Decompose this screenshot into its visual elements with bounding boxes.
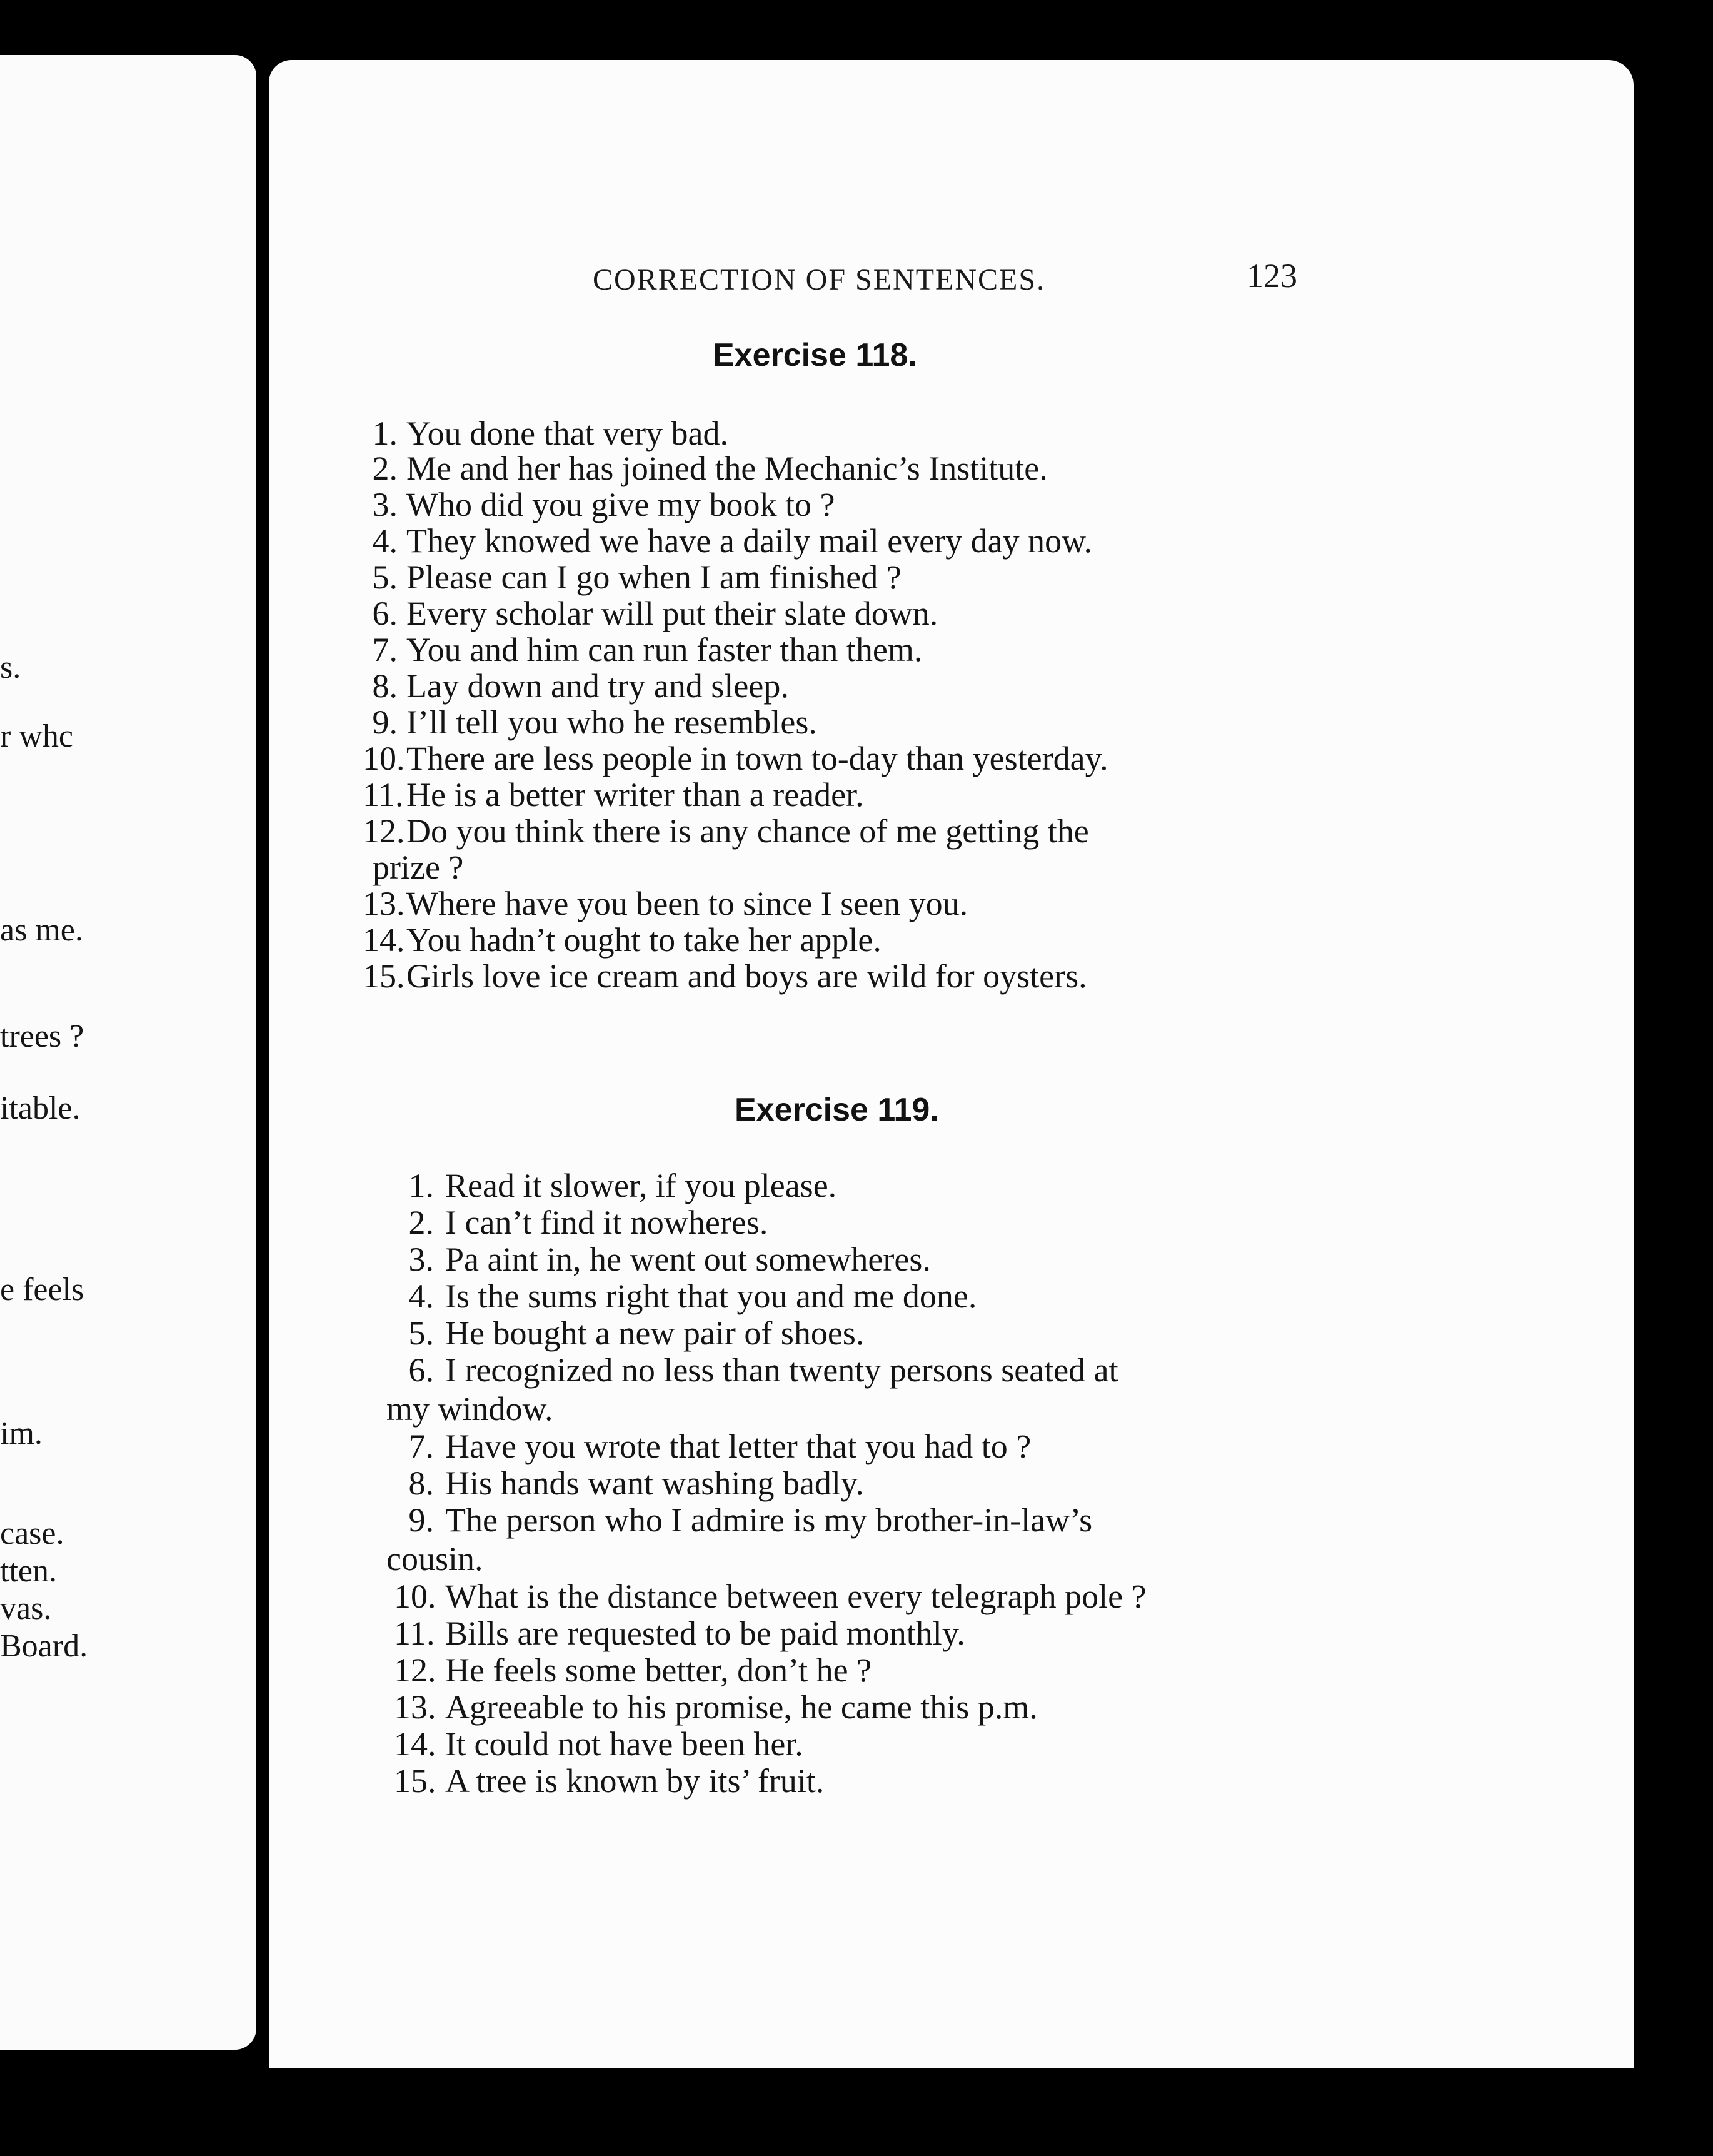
list-item: 6. Every scholar will put their slate down. [372, 595, 938, 632]
list-item: 1. Read it slower, if you please. [408, 1167, 837, 1204]
page-number: 123 [1247, 257, 1297, 295]
list-item: 2. I can’t find it nowheres. [408, 1204, 768, 1241]
facing-page-fragment: im. [0, 1416, 43, 1451]
facing-page-fragment: r whc [0, 718, 73, 754]
list-item: 2. Me and her has joined the Mechanic’s Institute. [372, 450, 1048, 487]
list-item: 3. Who did you give my book to ? [372, 486, 835, 523]
list-item: 1. You done that very bad. [372, 415, 728, 452]
list-item: 14.You hadn’t ought to take her apple. [363, 921, 882, 959]
facing-page-edge [0, 55, 256, 2050]
facing-page-fragment: tten. [0, 1553, 57, 1589]
list-item: 6. I recognized no less than twenty persons seated at [408, 1351, 1118, 1389]
list-item: 15.Girls love ice cream and boys are wild for oysters. [363, 957, 1087, 995]
list-item: 13.Where have you been to since I seen you. [363, 885, 968, 922]
list-item: 4. They knowed we have a daily mail every day now. [372, 522, 1093, 560]
facing-page-fragment: e feels [0, 1272, 84, 1307]
list-item: 15. A tree is known by its’ fruit. [394, 1762, 825, 1800]
list-item: 9. The person who I admire is my brother-in-law’s [408, 1501, 1093, 1539]
list-item: 12. He feels some better, don’t he ? [394, 1651, 872, 1689]
list-item: 11.He is a better writer than a reader. [363, 776, 864, 814]
list-item: 5. Please can I go when I am finished ? [372, 558, 902, 596]
list-item-continuation: prize ? [373, 849, 464, 886]
facing-page-fragment: s. [0, 650, 21, 685]
list-item: 3. Pa aint in, he went out somewheres. [408, 1241, 931, 1278]
list-item: 8. Lay down and try and sleep. [372, 667, 789, 705]
facing-page-fragment: itable. [0, 1091, 81, 1126]
facing-page-fragment: vas. [0, 1591, 52, 1626]
running-title: CORRECTION OF SENTENCES. [593, 263, 1046, 296]
list-item: 10.There are less people in town to-day than yesterday. [363, 740, 1108, 777]
list-item: 8. His hands want washing badly. [408, 1464, 864, 1502]
facing-page-fragment: Board. [0, 1628, 88, 1664]
list-item: 10. What is the distance between every telegraph pole ? [394, 1578, 1147, 1615]
list-item: 14. It could not have been her. [394, 1725, 803, 1763]
list-item: 11. Bills are requested to be paid monthly. [394, 1614, 965, 1652]
list-item: 13. Agreeable to his promise, he came this p.m. [394, 1688, 1038, 1726]
list-item: 4. Is the sums right that you and me done. [408, 1277, 977, 1315]
list-item: 9. I’ll tell you who he resembles. [372, 703, 817, 741]
list-item-continuation: cousin. [386, 1540, 483, 1578]
list-item-continuation: my window. [386, 1390, 553, 1428]
list-item: 12.Do you think there is any chance of me getting the [363, 812, 1089, 850]
facing-page-fragment: case. [0, 1516, 64, 1551]
exercise-118-title: Exercise 118. [713, 337, 917, 373]
exercise-119-title: Exercise 119. [735, 1092, 939, 1128]
list-item: 7. You and him can run faster than them. [372, 631, 923, 668]
list-item: 7. Have you wrote that letter that you had to ? [408, 1428, 1032, 1465]
facing-page-fragment: trees ? [0, 1019, 84, 1054]
list-item: 5. He bought a new pair of shoes. [408, 1314, 865, 1352]
facing-page-fragment: as me. [0, 912, 83, 948]
